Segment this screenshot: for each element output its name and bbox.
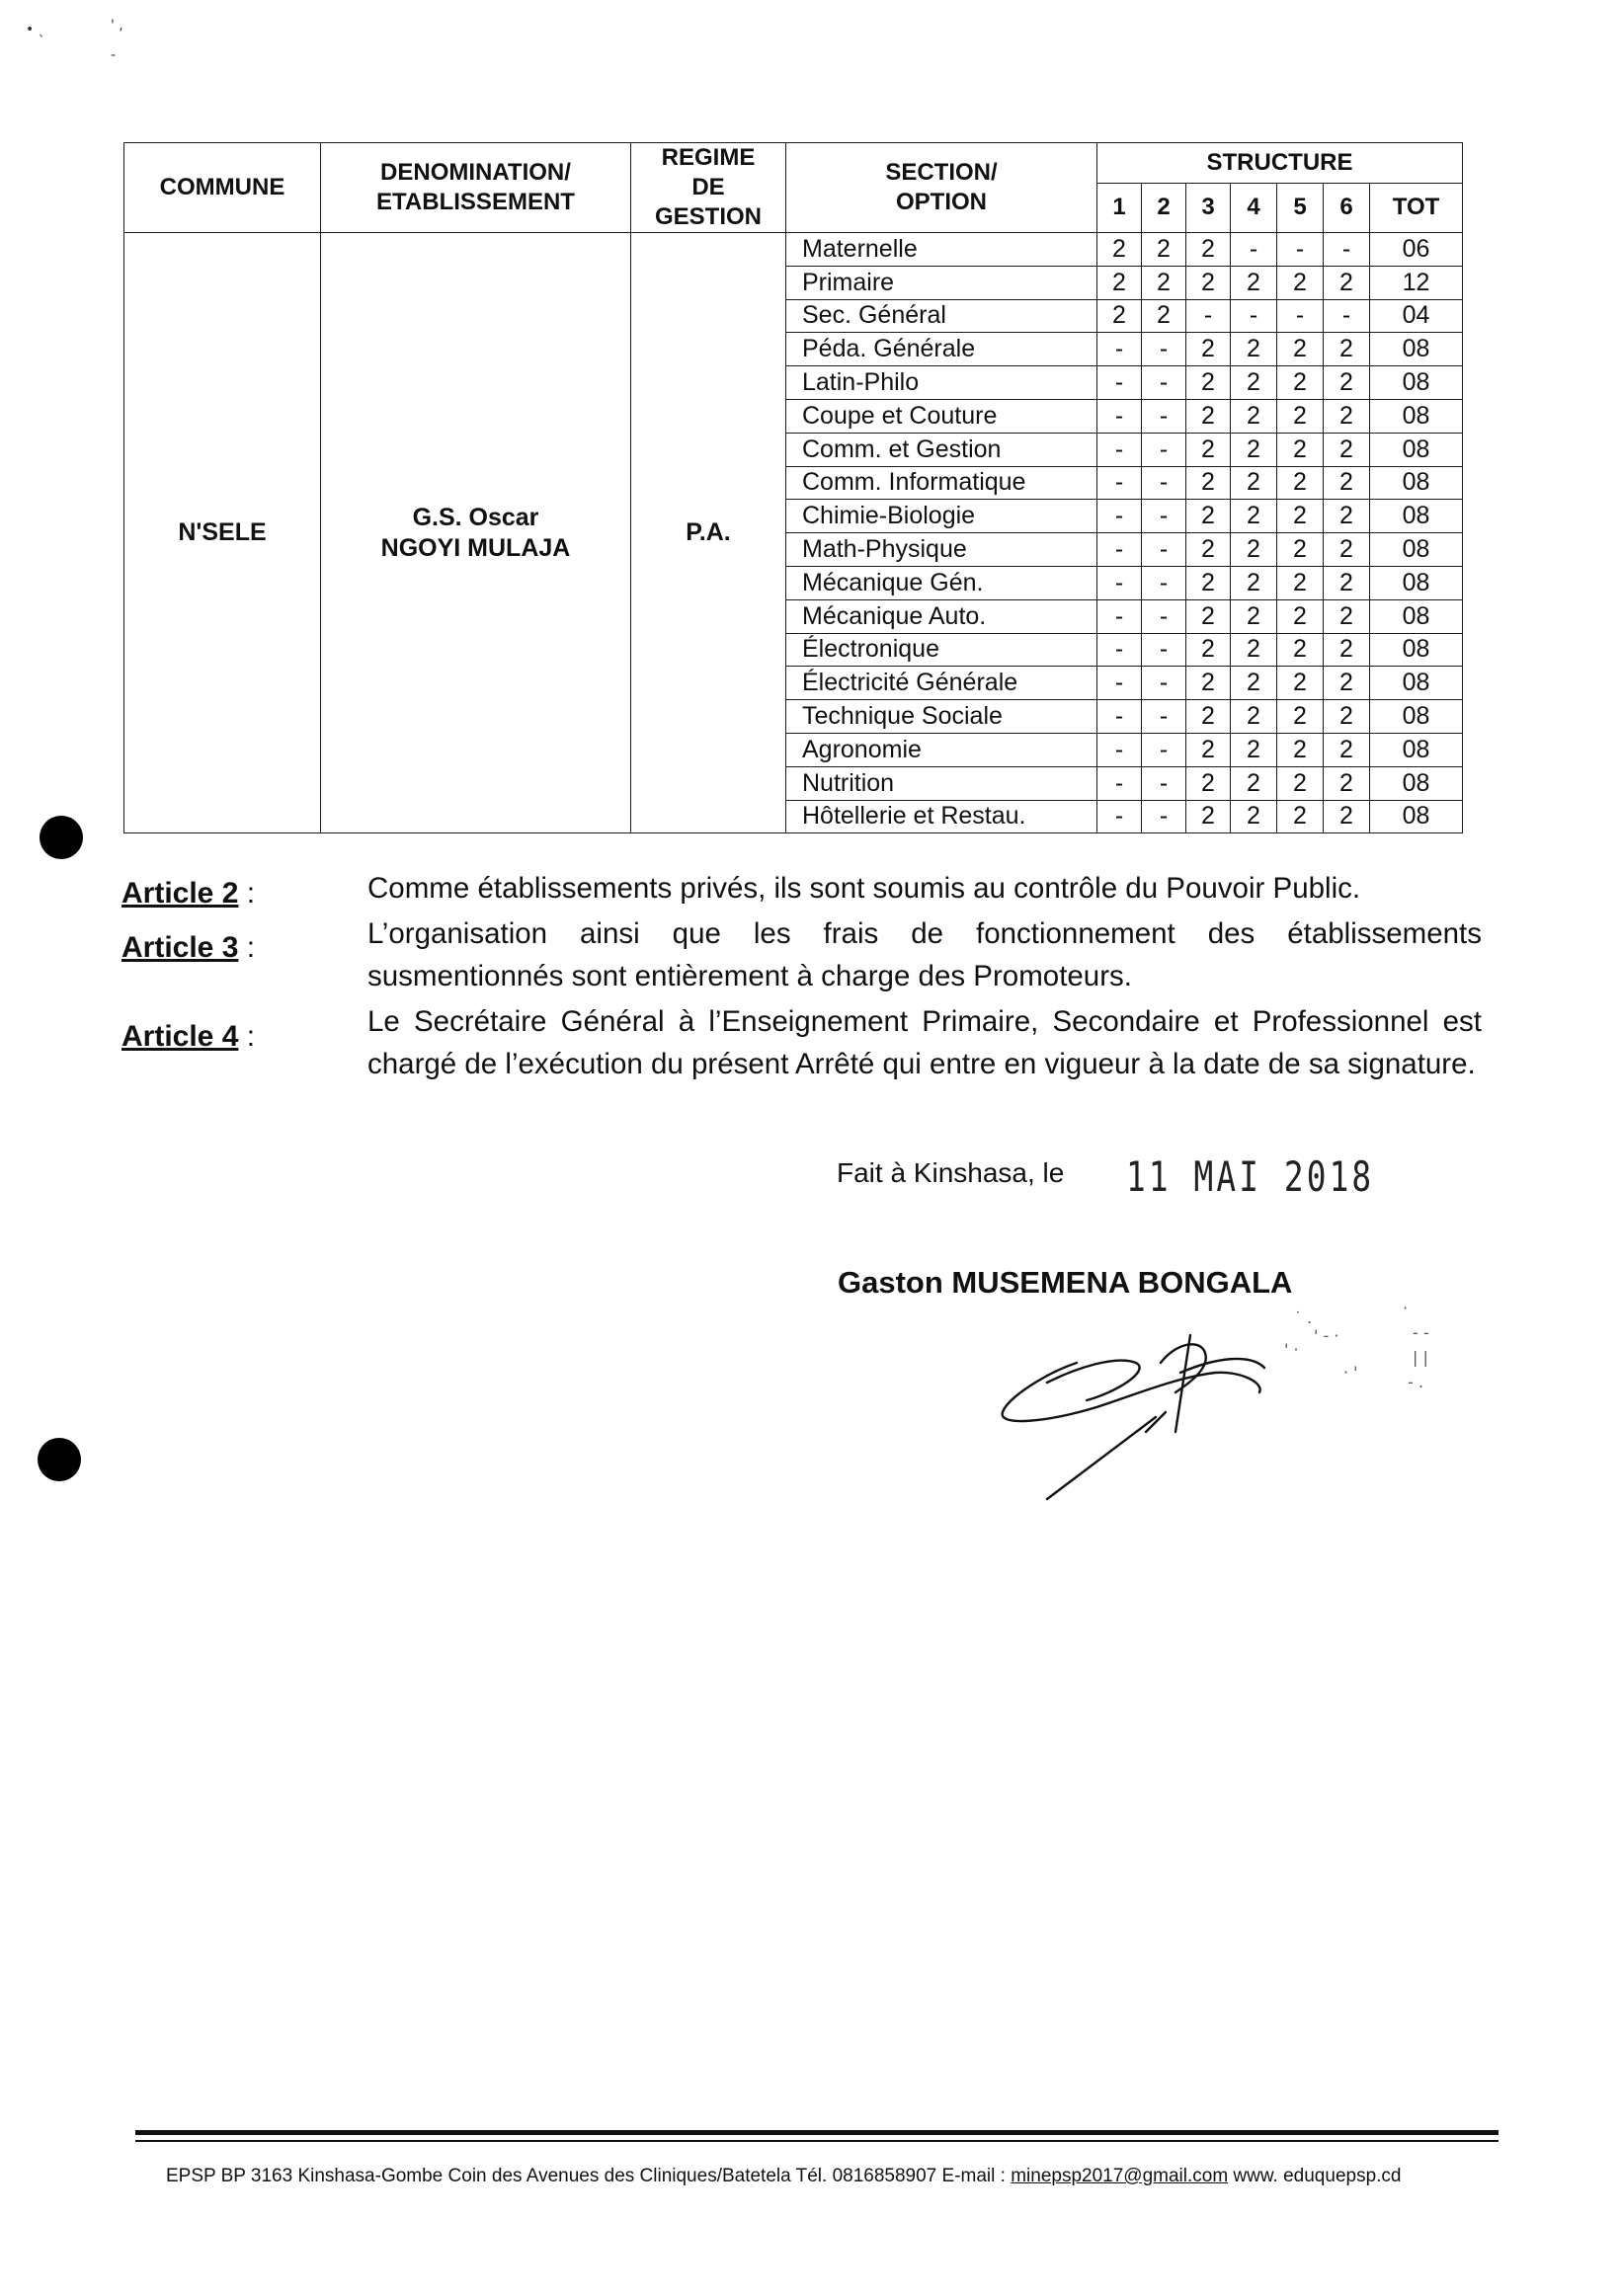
structure-cell: - [1097, 566, 1142, 599]
article-3-text: L’organisation ainsi que les frais de fonctionnement des établissements susmentionnés sont entièrement à charge des Promoteurs. [367, 917, 1482, 992]
structure-cell: 2 [1186, 566, 1231, 599]
structure-cell: 2 [1277, 800, 1324, 833]
structure-cell: 2 [1186, 766, 1231, 800]
total-cell: 04 [1370, 299, 1463, 333]
article-3-heading: Article 3 : [122, 931, 256, 964]
structure-cell: - [1142, 766, 1186, 800]
structure-cell: - [1097, 333, 1142, 366]
structure-cell: 2 [1231, 599, 1277, 633]
structure-cell: 2 [1186, 733, 1231, 766]
structure-cell: - [1142, 366, 1186, 400]
total-cell: 08 [1370, 599, 1463, 633]
structure-cell: - [1097, 700, 1142, 734]
total-cell: 08 [1370, 800, 1463, 833]
structure-cell: - [1097, 500, 1142, 533]
structure-cell: - [1097, 766, 1142, 800]
structure-cell: 2 [1231, 433, 1277, 466]
option-cell: Math-Physique [786, 533, 1097, 567]
structure-cell: 2 [1097, 266, 1142, 299]
structure-cell: 2 [1277, 333, 1324, 366]
structure-cell: - [1142, 333, 1186, 366]
structure-cell: - [1324, 233, 1370, 267]
svg-text:' ·: ' · [1284, 1340, 1299, 1359]
structure-cell: 2 [1324, 733, 1370, 766]
structure-cell: 2 [1231, 800, 1277, 833]
header-regime: REGIME DE GESTION [631, 143, 786, 233]
option-cell: Comm. Informatique [786, 466, 1097, 500]
structure-cell: 2 [1277, 599, 1324, 633]
commune-cell: N'SELE [124, 233, 321, 833]
option-cell: Sec. Général [786, 299, 1097, 333]
option-cell: Coupe et Couture [786, 399, 1097, 433]
total-cell: 12 [1370, 266, 1463, 299]
structure-cell: - [1277, 233, 1324, 267]
structure-cell: 2 [1324, 333, 1370, 366]
structure-cell: 2 [1142, 299, 1186, 333]
structure-cell: 2 [1277, 633, 1324, 667]
structure-cell: - [1324, 299, 1370, 333]
structure-cell: - [1142, 500, 1186, 533]
etablissement-cell: G.S. Oscar NGOYI MULAJA [321, 233, 631, 833]
handwritten-signature [988, 1284, 1482, 1511]
punch-hole [38, 1438, 81, 1481]
structure-cell: 2 [1231, 700, 1277, 734]
punch-hole [40, 816, 83, 859]
structure-cell: - [1097, 733, 1142, 766]
structure-cell: 2 [1277, 700, 1324, 734]
header-commune: COMMUNE [124, 143, 321, 233]
article-4-heading: Article 4 : [122, 1020, 256, 1053]
structure-cell: 2 [1186, 433, 1231, 466]
structure-cell: - [1097, 466, 1142, 500]
structure-cell: 2 [1142, 233, 1186, 267]
structure-cell: 2 [1186, 800, 1231, 833]
total-cell: 08 [1370, 766, 1463, 800]
total-cell: 06 [1370, 233, 1463, 267]
signed-place: Fait à Kinshasa, le [837, 1157, 1065, 1188]
option-cell: Mécanique Auto. [786, 599, 1097, 633]
structure-cell: - [1142, 633, 1186, 667]
structure-cell: 2 [1231, 366, 1277, 400]
structure-cell: 2 [1324, 500, 1370, 533]
option-cell: Maternelle [786, 233, 1097, 267]
total-cell: 08 [1370, 633, 1463, 667]
structure-cell: - [1142, 733, 1186, 766]
option-cell: Péda. Générale [786, 333, 1097, 366]
structure-cell: - [1231, 299, 1277, 333]
structure-cell: - [1097, 800, 1142, 833]
total-cell: 08 [1370, 500, 1463, 533]
svg-text:' - ·: ' - · [1314, 1326, 1339, 1345]
total-cell: 08 [1370, 366, 1463, 400]
structure-cell: 2 [1097, 233, 1142, 267]
total-cell: 08 [1370, 733, 1463, 766]
header-col: TOT [1370, 183, 1463, 232]
total-cell: 08 [1370, 700, 1463, 734]
structure-cell: 2 [1324, 633, 1370, 667]
structure-cell: 2 [1277, 466, 1324, 500]
structure-cell: 2 [1186, 667, 1231, 700]
structure-cell: 2 [1277, 433, 1324, 466]
structure-cell: 2 [1231, 667, 1277, 700]
school-structure-table [123, 142, 1463, 833]
structure-cell: 2 [1324, 433, 1370, 466]
structure-cell: 2 [1186, 266, 1231, 299]
total-cell: 08 [1370, 399, 1463, 433]
header-section: SECTION/ OPTION [786, 143, 1097, 233]
structure-cell: - [1142, 800, 1186, 833]
option-cell: Agronomie [786, 733, 1097, 766]
structure-cell: - [1097, 366, 1142, 400]
article-2-text: Comme établissements privés, ils sont soumis au contrôle du Pouvoir Public. [367, 872, 1361, 905]
option-cell: Hôtellerie et Restau. [786, 800, 1097, 833]
structure-cell: 2 [1231, 633, 1277, 667]
svg-text:- .: - . [1408, 1373, 1423, 1391]
structure-cell: 2 [1324, 599, 1370, 633]
structure-cell: 2 [1324, 800, 1370, 833]
structure-cell: 2 [1277, 766, 1324, 800]
structure-cell: 2 [1324, 399, 1370, 433]
structure-cell: - [1097, 399, 1142, 433]
structure-cell: - [1186, 299, 1231, 333]
structure-cell: - [1142, 700, 1186, 734]
structure-cell: 2 [1186, 233, 1231, 267]
structure-cell: 2 [1186, 466, 1231, 500]
structure-cell: 2 [1277, 399, 1324, 433]
structure-cell: 2 [1324, 533, 1370, 567]
date-stamp: 11 MAI 2018 [1126, 1152, 1375, 1201]
structure-cell: 2 [1186, 633, 1231, 667]
total-cell: 08 [1370, 533, 1463, 567]
footer-address: EPSP BP 3163 Kinshasa-Gombe Coin des Avenues des Cliniques/Batetela Tél. 0816858907 E-mail : minepsp2017@gmail.com www. eduquepsp.cd [166, 2166, 1402, 2186]
scan-speck: - [111, 47, 117, 63]
structure-cell: - [1097, 667, 1142, 700]
structure-cell: 2 [1324, 466, 1370, 500]
structure-cell: 2 [1186, 533, 1231, 567]
structure-cell: 2 [1186, 599, 1231, 633]
structure-cell: - [1142, 466, 1186, 500]
structure-cell: 2 [1186, 500, 1231, 533]
header-col: 5 [1277, 183, 1324, 232]
structure-cell: 2 [1324, 266, 1370, 299]
structure-cell: 2 [1231, 766, 1277, 800]
structure-cell: 2 [1231, 566, 1277, 599]
structure-cell: 2 [1231, 466, 1277, 500]
option-cell: Chimie-Biologie [786, 500, 1097, 533]
total-cell: 08 [1370, 566, 1463, 599]
structure-cell: 2 [1277, 566, 1324, 599]
structure-cell: - [1142, 399, 1186, 433]
structure-cell: - [1097, 433, 1142, 466]
structure-cell: - [1097, 633, 1142, 667]
structure-cell: 2 [1277, 500, 1324, 533]
scan-speck: ' , [111, 18, 123, 34]
structure-cell: - [1142, 566, 1186, 599]
structure-cell: 2 [1231, 500, 1277, 533]
total-cell: 08 [1370, 333, 1463, 366]
structure-cell: 2 [1231, 333, 1277, 366]
structure-cell: - [1231, 233, 1277, 267]
structure-cell: - [1142, 599, 1186, 633]
option-cell: Mécanique Gén. [786, 566, 1097, 599]
scan-speck: • ˎ [26, 22, 45, 38]
structure-cell: 2 [1142, 266, 1186, 299]
footer-email: minepsp2017@gmail.com [1011, 2166, 1229, 2186]
structure-cell: 2 [1097, 299, 1142, 333]
structure-cell: 2 [1324, 766, 1370, 800]
structure-cell: 2 [1277, 366, 1324, 400]
structure-cell: 2 [1277, 266, 1324, 299]
article-4-text: Le Secrétaire Général à l’Enseignement Primaire, Secondaire et Professionnel est chargé de l’exécution du présent Arrêté qui entre en vigueur à la date de sa signature. [367, 1005, 1482, 1080]
article-2-heading: Article 2 : [122, 877, 256, 910]
signer-name: Gaston MUSEMENA BONGALA [838, 1265, 1293, 1300]
footer-rule [135, 2140, 1498, 2142]
svg-text:| |: | | [1413, 1348, 1428, 1367]
option-cell: Primaire [786, 266, 1097, 299]
header-col: 2 [1142, 183, 1186, 232]
svg-text:· ': · ' [1343, 1363, 1358, 1382]
option-cell: Électricité Générale [786, 667, 1097, 700]
structure-cell: 2 [1277, 733, 1324, 766]
total-cell: 08 [1370, 433, 1463, 466]
structure-cell: - [1097, 533, 1142, 567]
structure-cell: - [1277, 299, 1324, 333]
structure-cell: 2 [1231, 733, 1277, 766]
structure-cell: 2 [1277, 533, 1324, 567]
option-cell: Technique Sociale [786, 700, 1097, 734]
header-col: 3 [1186, 183, 1231, 232]
structure-cell: 2 [1324, 700, 1370, 734]
structure-cell: 2 [1186, 333, 1231, 366]
option-cell: Nutrition [786, 766, 1097, 800]
structure-cell: 2 [1231, 533, 1277, 567]
total-cell: 08 [1370, 667, 1463, 700]
header-structure: STRUCTURE [1097, 143, 1463, 184]
structure-cell: 2 [1186, 399, 1231, 433]
option-cell: Électronique [786, 633, 1097, 667]
structure-cell: - [1142, 667, 1186, 700]
structure-cell: - [1142, 533, 1186, 567]
structure-cell: 2 [1231, 266, 1277, 299]
structure-cell: 2 [1324, 667, 1370, 700]
footer-rule [135, 2130, 1498, 2135]
structure-cell: 2 [1277, 667, 1324, 700]
structure-cell: - [1097, 599, 1142, 633]
option-cell: Latin-Philo [786, 366, 1097, 400]
structure-cell: 2 [1324, 366, 1370, 400]
table-row [124, 233, 1463, 267]
header-col: 1 [1097, 183, 1142, 232]
total-cell: 08 [1370, 466, 1463, 500]
header-col: 4 [1231, 183, 1277, 232]
option-cell: Comm. et Gestion [786, 433, 1097, 466]
svg-text:- -: - - [1413, 1323, 1429, 1342]
svg-text:˙ .: ˙ . [1294, 1308, 1313, 1327]
structure-cell: 2 [1186, 700, 1231, 734]
header-col: 6 [1324, 183, 1370, 232]
structure-cell: 2 [1324, 566, 1370, 599]
regime-cell: P.A. [631, 233, 786, 833]
structure-cell: 2 [1231, 399, 1277, 433]
structure-cell: - [1142, 433, 1186, 466]
structure-cell: 2 [1186, 366, 1231, 400]
svg-text:·: · [1403, 1299, 1409, 1317]
header-denomination: DENOMINATION/ ETABLISSEMENT [321, 143, 631, 233]
